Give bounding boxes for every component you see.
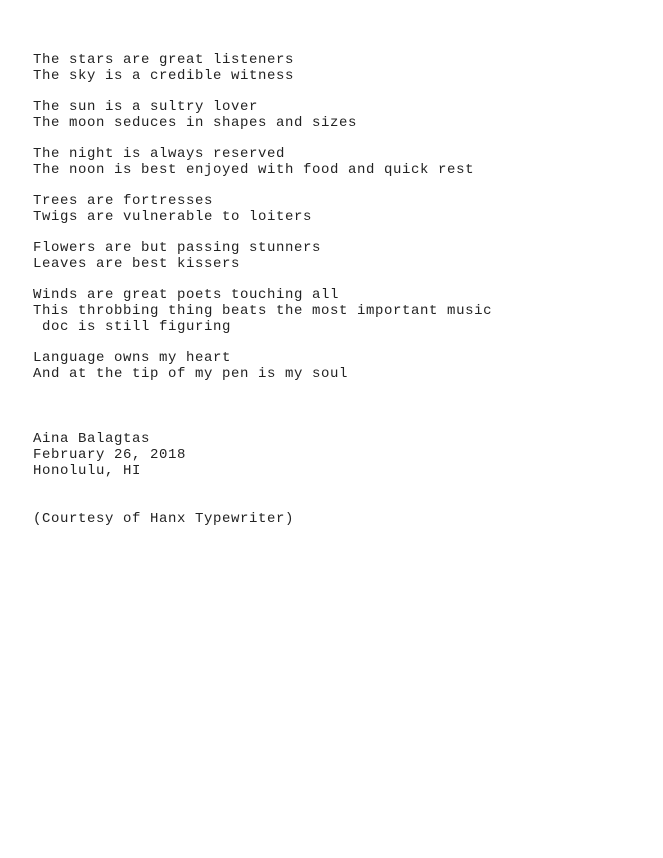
- author-name: Aina Balagtas: [33, 431, 151, 447]
- poem-line: Twigs are vulnerable to loiters: [33, 209, 313, 225]
- poem-line: Winds are great poets touching all: [33, 287, 340, 303]
- stanza-1: [33, 52, 492, 84]
- poem-line: Leaves are best kissers: [33, 256, 241, 272]
- poem-line: The noon is best enjoyed with food and quick rest: [33, 162, 475, 178]
- poem-line: Flowers are but passing stunners: [33, 240, 322, 256]
- poem-line: The sky is a credible witness: [33, 68, 295, 84]
- signature-location: Honolulu, HI: [33, 463, 142, 479]
- stanza-4: [33, 193, 492, 225]
- signature-block: [33, 431, 186, 479]
- courtesy-note: (Courtesy of Hanx Typewriter): [33, 511, 295, 527]
- poem-line: And at the tip of my pen is my soul: [33, 366, 349, 382]
- poem-body: [33, 52, 492, 397]
- stanza-3: [33, 146, 492, 178]
- signature-date: February 26, 2018: [33, 447, 187, 463]
- stanza-2: [33, 99, 492, 131]
- stanza-7: [33, 350, 492, 382]
- poem-line: Trees are fortresses: [33, 193, 214, 209]
- poem-line: This throbbing thing beats the most important music: [33, 303, 493, 319]
- poem-line: The night is always reserved: [33, 146, 286, 162]
- poem-line: Language owns my heart: [33, 350, 232, 366]
- poem-line: The sun is a sultry lover: [33, 99, 259, 115]
- stanza-5: [33, 240, 492, 272]
- poem-line: doc is still figuring: [33, 319, 232, 335]
- stanza-6: [33, 287, 492, 335]
- poem-line: The stars are great listeners: [33, 52, 295, 68]
- poem-line: The moon seduces in shapes and sizes: [33, 115, 358, 131]
